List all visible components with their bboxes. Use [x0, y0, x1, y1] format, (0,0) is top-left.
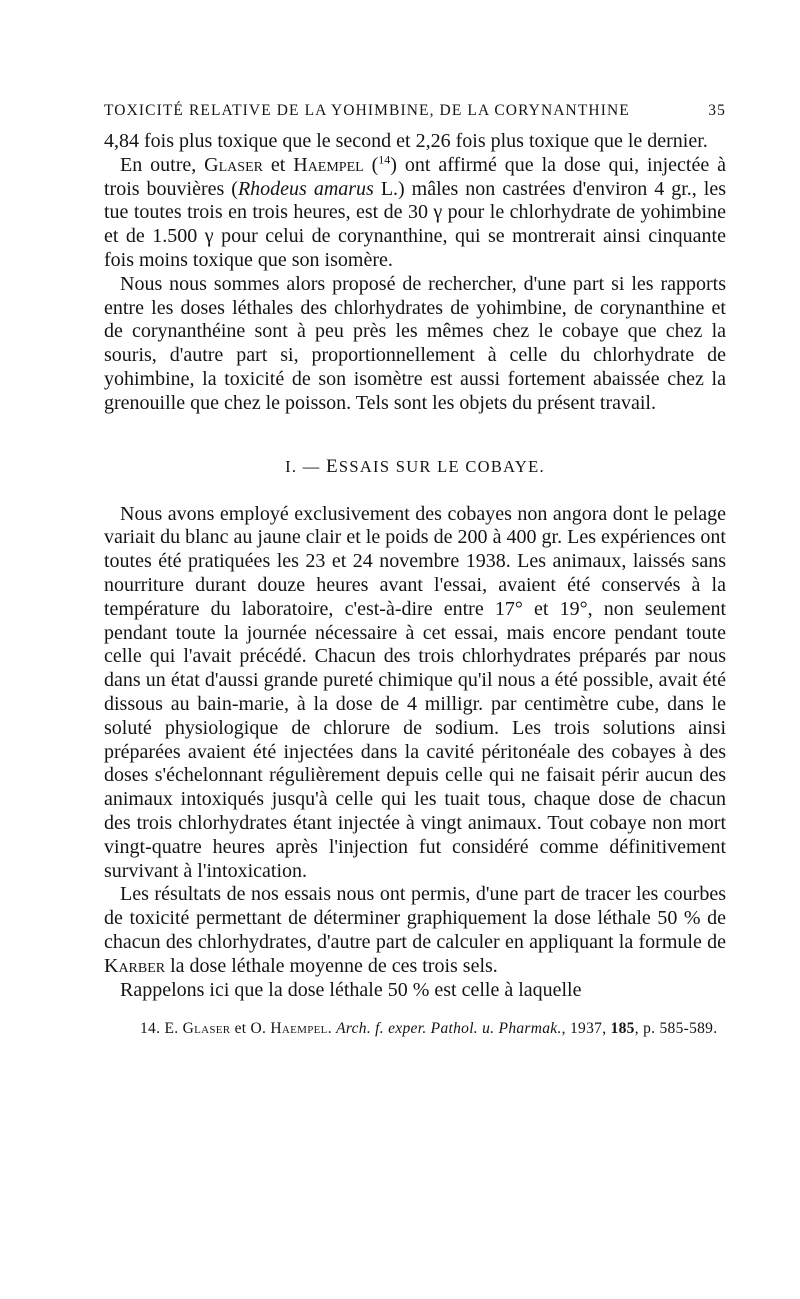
- text-run: En outre,: [120, 153, 205, 176]
- section-title-initial: E: [325, 455, 339, 477]
- text-run: (: [363, 153, 379, 176]
- footnote-author: Glaser: [182, 1020, 231, 1038]
- running-title: TOXICITÉ RELATIVE DE LA YOHIMBINE, DE LA CORYNANTHINE: [104, 102, 630, 119]
- paragraph-continuation: 4,84 fois plus toxique que le second et 2,26 fois plus toxique que le dernier.: [104, 130, 708, 152]
- text-run: ) ont affirmé que la dose qui, injectée à trois bouvières (: [104, 153, 726, 200]
- section-number: I. —: [285, 456, 326, 476]
- footnote-author: Haempel: [270, 1020, 328, 1038]
- intro-text: [104, 130, 726, 416]
- page: [104, 102, 726, 1037]
- paragraph-results: [104, 883, 726, 978]
- paragraph-recall: Rappelons ici que la dose léthale 50 % est celle à laquelle: [120, 978, 582, 1001]
- running-header: [104, 102, 726, 120]
- paragraph-glaser: [104, 154, 726, 273]
- reference-marker: 14: [378, 152, 391, 167]
- text-run: .: [327, 1020, 337, 1038]
- author-name: Karber: [104, 954, 166, 977]
- text-run: et: [262, 153, 294, 176]
- paragraph-aims: Nous nous sommes alors proposé de rechercher, d'une part si les rapports entre les doses léthales des chlorhydrates de yohimbine, de corynanthine et de corynanthéine sont à peu près les mêmes chez le cobaye que chez la souris, d'autre part si, proportionnellement à celle du chlorhydrate de yohimbine, la toxicité de son isomètre est aussi fortement abaissée chez la grenouille que chez le poisson. Tels sont les objets du présent travail.: [104, 272, 726, 414]
- species-name: Rhodeus amarus: [237, 177, 374, 200]
- journal-title: Arch. f. exper. Pathol. u. Pharmak.: [336, 1020, 562, 1038]
- text-run: la dose léthale moyenne de ces trois sels.: [165, 954, 498, 977]
- section-title-rest: SSAIS SUR LE COBAYE.: [338, 456, 545, 476]
- methods-text: [104, 503, 726, 1003]
- author-name: Haempel: [293, 153, 364, 176]
- journal-volume: 185: [610, 1020, 635, 1038]
- text-run: Les résultats de nos essais nous ont permis, d'une part de tracer les courbes de toxicité permettant de déterminer graphiquement la dose léthale 50 % de chacun des chlorhydrates, d'autre part de calculer en appliquant la formule de: [104, 883, 726, 953]
- footnote: [104, 1021, 726, 1037]
- text-run: , 1937,: [561, 1020, 611, 1038]
- footnote-number: 14. E.: [140, 1020, 183, 1038]
- author-name: Glaser: [204, 153, 263, 176]
- section-heading: [104, 456, 726, 478]
- text-run: , p. 585-589.: [634, 1020, 718, 1038]
- page-number: 35: [708, 102, 726, 119]
- paragraph-methods: Nous avons employé exclusivement des cobayes non angora dont le pelage variait du blanc au jaune clair et le poids de 200 à 400 gr. Les expériences ont toutes été pratiquées les 23 et 24 novembre 1938. Les animaux, laissés sans nourriture durant douze heures avant l'essai, avaient été conservés à la température du laboratoire, c'est-à-dire entre 17° et 19°, non seulement pendant toute la journée nécessaire à cet essai, mais encore pendant toute celle qui l'avait précédé. Chacun des trois chlorhydrates préparés par nous dans un état d'aussi grande pureté chimique qu'il nous a été possible, avait été dissous au bain-marie, à la dose de 4 milligr. par centimètre cube, dans le soluté physiologique de chlorure de sodium. Les trois solutions ainsi préparées avaient été injectées dans la cavité péritonéale des cobayes à des doses s'échelonnant régulièrement depuis celle qui ne faisait périr aucun des animaux intoxiqués jusqu'à celle qui les tuait tous, chaque dose de chacun des trois chlorhydrates étant injectée à vingt animaux. Tout cobaye non mort vingt-quatre heures après l'injection fut considéré comme définitivement survivant à l'intoxication.: [104, 502, 726, 882]
- text-run: et O.: [230, 1020, 271, 1038]
- text-run: L.) mâles non castrées d'environ 4 gr., les tue toutes trois en trois heures, est de 30 γ pour le chlorhydrate de yohimbine et de 1.500 γ pour celui de corynanthine, qui se montrerait ainsi cinquante fois moins toxique que son isomère.: [104, 177, 726, 271]
